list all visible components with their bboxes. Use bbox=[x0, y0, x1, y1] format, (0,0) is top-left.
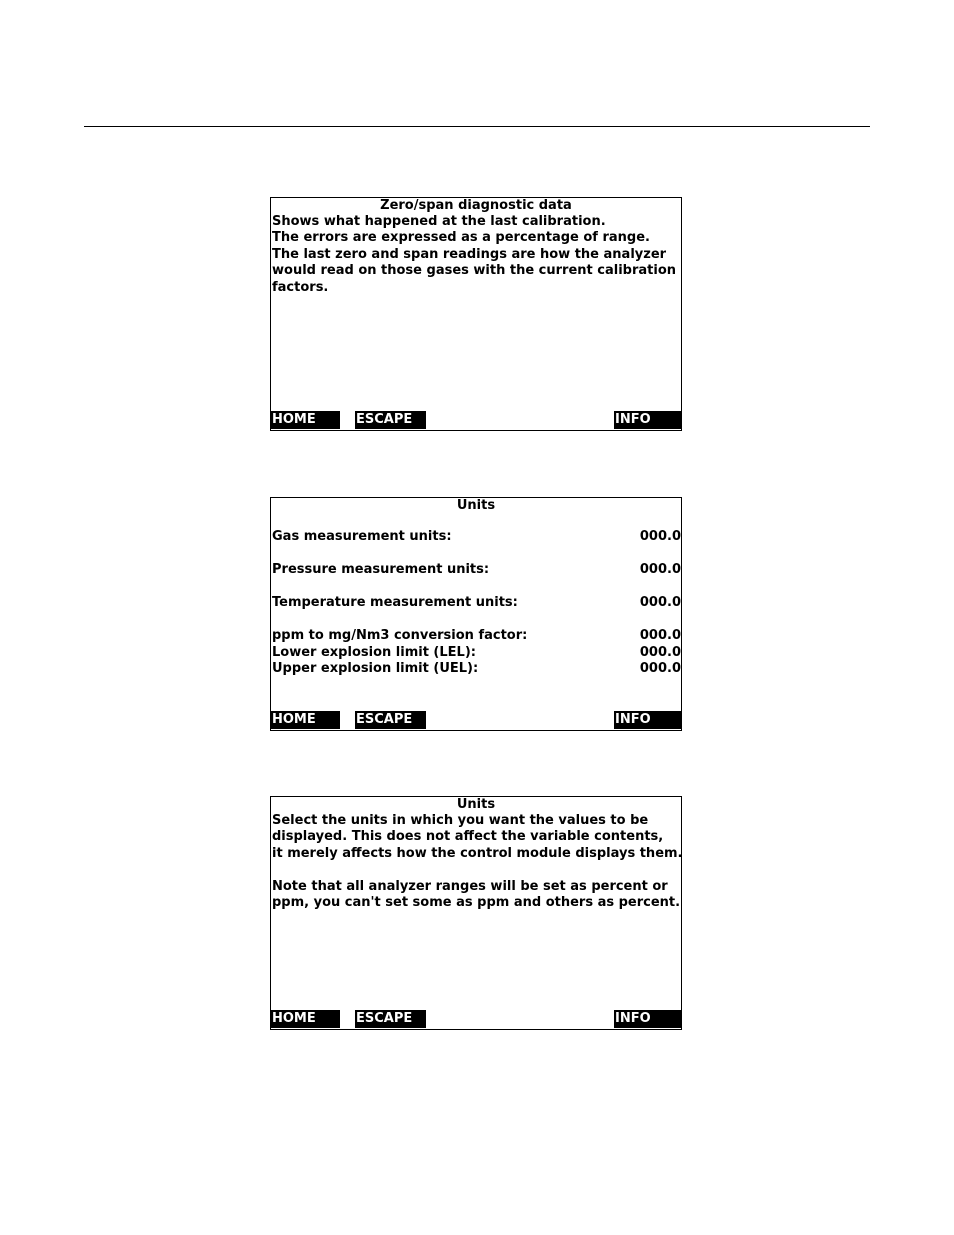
row-label: Temperature measurement units: bbox=[272, 595, 518, 610]
units-help-screen bbox=[270, 796, 682, 1030]
escape-softkey[interactable]: ESCAPE bbox=[355, 411, 426, 429]
home-softkey[interactable]: HOME bbox=[271, 411, 340, 429]
info-softkey[interactable]: INFO bbox=[614, 411, 682, 429]
escape-softkey[interactable]: ESCAPE bbox=[355, 711, 426, 729]
row-label: ppm to mg/Nm3 conversion factor: bbox=[272, 628, 528, 643]
row-value[interactable]: 000.0 bbox=[639, 628, 681, 643]
help-line: factors. bbox=[272, 280, 329, 295]
row-label: Gas measurement units: bbox=[272, 529, 452, 544]
help-line: The last zero and span readings are how the analyzer bbox=[272, 247, 667, 262]
help-line: displayed. This does not affect the variable contents, bbox=[272, 829, 664, 844]
row-label: Upper explosion limit (UEL): bbox=[272, 661, 479, 676]
row-value[interactable]: 000.0 bbox=[639, 562, 681, 577]
zero-span-diagnostic-screen bbox=[270, 197, 682, 431]
screen-title: Units bbox=[456, 498, 496, 513]
row-value[interactable]: 000.0 bbox=[639, 661, 681, 676]
row-label: Lower explosion limit (LEL): bbox=[272, 645, 476, 660]
help-line: Shows what happened at the last calibration. bbox=[272, 214, 606, 229]
row-value[interactable]: 000.0 bbox=[639, 645, 681, 660]
screen-title: Units bbox=[456, 797, 496, 812]
row-value[interactable]: 000.0 bbox=[639, 595, 681, 610]
units-screen bbox=[270, 497, 682, 731]
help-line: Select the units in which you want the values to be bbox=[272, 813, 649, 828]
escape-softkey[interactable]: ESCAPE bbox=[355, 1010, 426, 1028]
row-value[interactable]: 000.0 bbox=[639, 529, 681, 544]
help-line: it merely affects how the control module displays them. bbox=[272, 846, 683, 861]
home-softkey[interactable]: HOME bbox=[271, 1010, 340, 1028]
top-rule bbox=[84, 126, 870, 127]
help-line: ppm, you can't set some as ppm and others as percent. bbox=[272, 895, 681, 910]
screen-title: Zero/span diagnostic data bbox=[380, 198, 572, 213]
help-line: The errors are expressed as a percentage of range. bbox=[272, 230, 650, 245]
help-line: Note that all analyzer ranges will be set as percent or bbox=[272, 879, 668, 894]
info-softkey[interactable]: INFO bbox=[614, 711, 682, 729]
row-label: Pressure measurement units: bbox=[272, 562, 490, 577]
help-line: would read on those gases with the current calibration bbox=[272, 263, 677, 278]
home-softkey[interactable]: HOME bbox=[271, 711, 340, 729]
info-softkey[interactable]: INFO bbox=[614, 1010, 682, 1028]
